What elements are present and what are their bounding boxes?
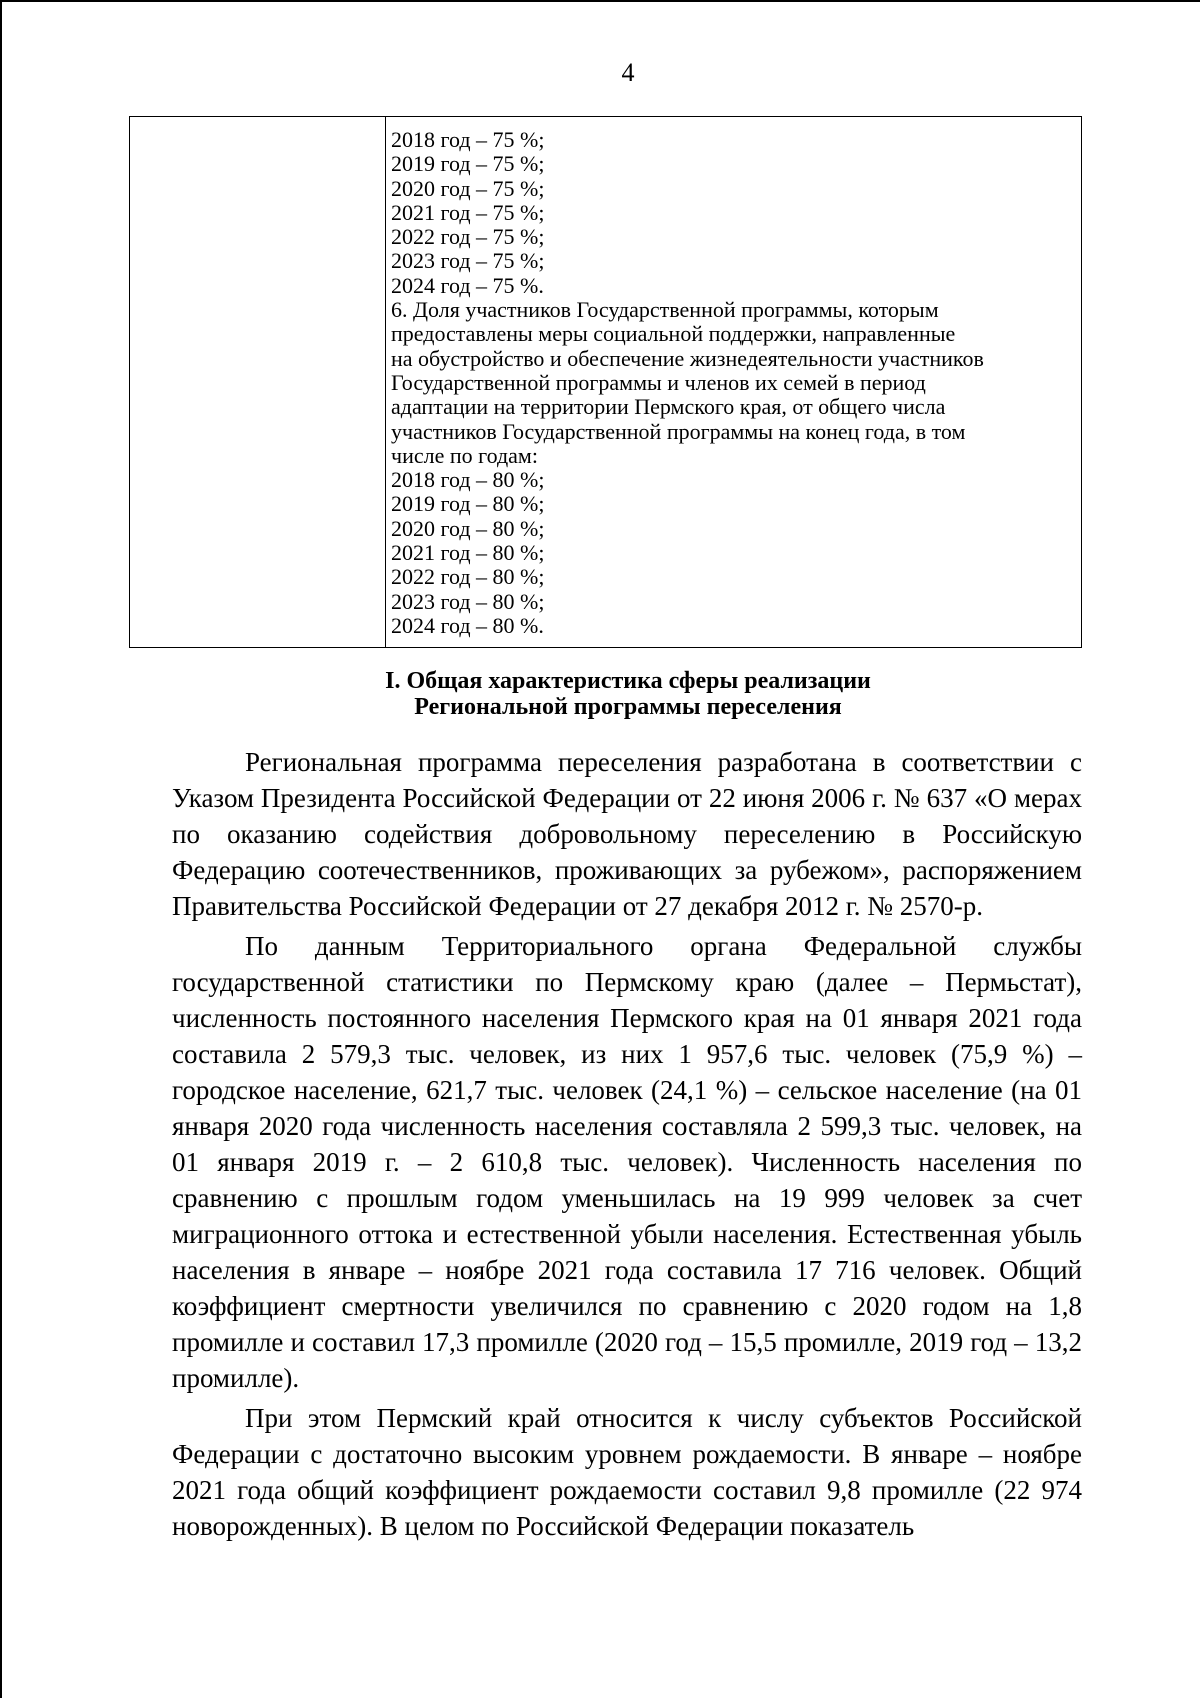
table-line: участников Государственной программы на конец года, в том — [391, 418, 966, 444]
body-text — [172, 744, 1082, 1548]
section-heading-line-2: Региональной программы переселения — [414, 694, 842, 720]
table-line: 6. Доля участников Государственной программы, которым — [391, 297, 939, 323]
table-line: на обустройство и обеспечение жизнедеятельности участников — [391, 345, 984, 371]
table-line: 2022 год – 75 %; — [391, 224, 545, 250]
table-line: 2019 год – 80 %; — [391, 491, 545, 517]
section-heading-line-1: I. Общая характеристика сферы реализации — [385, 668, 871, 694]
table-line: 2021 год – 80 %; — [391, 540, 545, 566]
table-line: 2024 год – 80 %. — [391, 612, 544, 638]
table-line: 2019 год – 75 %; — [391, 151, 545, 177]
table-line: числе по годам: — [391, 442, 538, 468]
table-line: адаптации на территории Пермского края, от общего числа — [391, 394, 946, 420]
section-heading — [0, 668, 1200, 720]
table-line: 2018 год – 75 %; — [391, 127, 545, 152]
table-line: 2023 год – 75 %; — [391, 248, 545, 274]
page-border-top — [0, 0, 1200, 2]
paragraph: При этом Пермский край относится к числу субъектов Российской Федерации с достаточно высоким уровнем рождаемости. В январе – ноябре 2021 года общий коэффициент рождаемости составил 9,8 промилле (22 974 новорожденных). В целом по Российской Федерации показатель — [172, 1403, 1082, 1541]
table-line: предоставлены меры социальной поддержки, направленные — [391, 321, 956, 347]
paragraph: По данным Территориального органа Федеральной службы государственной статистики по Пермскому краю (далее – Пермьстат), численность постоянного населения Пермского края на 01 января 2021 года составила 2 579,3 тыс. человек, из них 1 957,6 тыс. человек (75,9 %) – городское население, 621,7 тыс. человек (24,1 %) – сельское население (на 01 января 2020 года численность населения составляла 2 599,3 тыс. человек, на 01 января 2019 г. – 2 610,8 тыс. человек). Численность населения по сравнению с прошлым годом уменьшилась на 19 999 человек за счет миграционного оттока и естественной убыли населения. Естественная убыль населения в январе – ноябре 2021 года составила 17 716 человек. Общий коэффициент смертности увеличился по сравнению с 2020 годом на 1,8 промилле и составил 17,3 промилле (2020 год – 15,5 промилле, 2019 год – 13,2 промилле). — [172, 931, 1082, 1393]
table-line: 2024 год – 75 %. — [391, 272, 544, 298]
table-line: 2023 год – 80 %; — [391, 588, 545, 614]
table-left-cell — [130, 117, 386, 647]
table-line: 2020 год – 75 %; — [391, 175, 545, 201]
table-right-cell — [386, 117, 1081, 647]
table-line: 2018 год – 80 %; — [391, 467, 545, 493]
table-line: 2020 год – 80 %; — [391, 515, 545, 541]
table-line: 2022 год – 80 %; — [391, 564, 545, 590]
program-indicators-table — [129, 116, 1082, 648]
page-border-left — [0, 0, 2, 1698]
table-line: 2021 год – 75 %; — [391, 199, 545, 225]
page-number: 4 — [621, 58, 635, 87]
table-line: Государственной программы и членов их семей в период — [391, 369, 926, 395]
paragraph: Региональная программа переселения разработана в соответствии с Указом Президента Российской Федерации от 22 июня 2006 г. № 637 «О мерах по оказанию содействия добровольному переселению в Российскую Федерацию соотечественников, проживающих за рубежом», распоряжением Правительства Российской Федерации от 27 декабря 2012 г. № 2570-р. — [172, 747, 1082, 921]
